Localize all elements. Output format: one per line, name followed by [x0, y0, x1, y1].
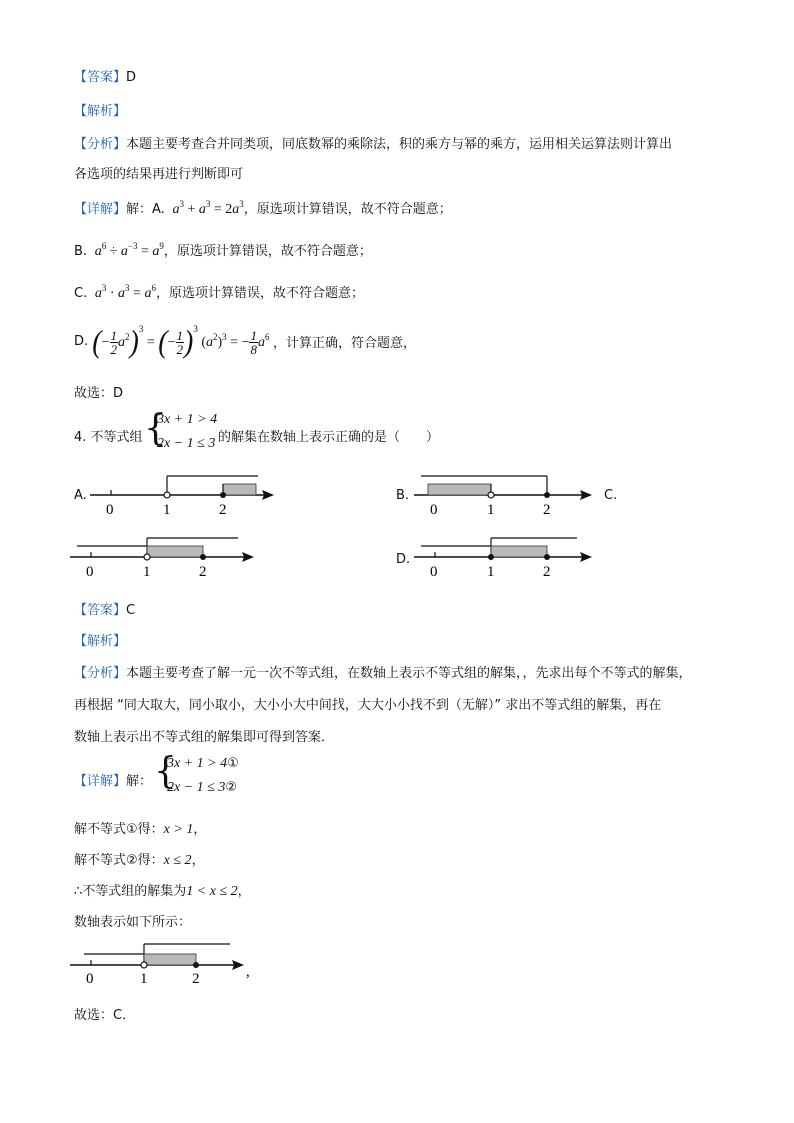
solve1-line	[74, 818, 206, 838]
comment-b: ，原选项计算错误，故不符合题意；	[163, 244, 372, 259]
option-d-numberline	[414, 530, 604, 582]
tick-label-1: 1	[140, 971, 148, 987]
detail-ineq1	[167, 756, 239, 772]
q3-choose: 故选：D	[74, 386, 124, 401]
answer-value: C	[126, 603, 136, 618]
detail-brace: {	[154, 751, 177, 792]
tick-label-2: 2	[192, 971, 200, 987]
comment-c: ，原选项计算错误，故不符合题意；	[155, 286, 364, 301]
q3-detail-c	[74, 282, 364, 302]
formula-b: $a^6 \div a^{-3} = a^9$	[91, 241, 164, 259]
detail-ineq2-expr: 2x − 1 ≤ 3	[167, 780, 226, 795]
q4-answer-line	[74, 599, 135, 618]
q3-fenxi-line1	[74, 133, 672, 152]
answer-tag: 【答案】	[74, 70, 127, 85]
q3-detail-b	[74, 240, 372, 260]
detail-tag: 【详解】	[74, 774, 127, 789]
option-c-label: C.	[604, 488, 618, 503]
q4-brace: {	[144, 408, 167, 449]
q3-answer-line	[74, 66, 136, 85]
tick-label-1: 1	[487, 564, 495, 580]
tick-label-0: 0	[86, 564, 94, 580]
fenxi-text: 本题主要考查合并同类项，同底数幂的乘除法，积的乘方与幂的乘方，运用相关运算法则计算出	[126, 137, 673, 152]
tick-label-0: 0	[106, 502, 114, 518]
q3-fenxi-line2: 各选项的结果再进行判断即可	[74, 167, 244, 182]
solution-set-line	[74, 880, 251, 900]
detail-intro: 解：	[126, 774, 153, 789]
q4-detail-line	[74, 770, 152, 789]
tick-label-2: 2	[219, 502, 227, 518]
q4-choose: 故选：C．	[74, 1008, 136, 1023]
label-d: D.	[74, 333, 89, 349]
tick-label-2: 2	[543, 502, 551, 518]
answer-tag: 【答案】	[74, 603, 127, 618]
detail-tag: 【详解】	[74, 202, 127, 217]
answer-numberline	[70, 938, 270, 988]
fenxi-tag: 【分析】	[74, 666, 127, 681]
solve1-suffix: ，	[193, 822, 207, 837]
q4-fenxi-line3: 数轴上表示出不等式组的解集即可得到答案．	[74, 730, 335, 745]
formula-a: $a^3 + a^3 = 2a^3$	[168, 199, 244, 217]
detail-ineq2	[167, 780, 237, 796]
tick-label-2: 2	[199, 564, 207, 580]
option-d-label: D.	[396, 552, 411, 567]
q4-fenxi-line2: 再根据 “同大取大，同小取小，大小小大中间找，大大小小找不到（无解）” 求出不等式组的解集，再在	[74, 698, 662, 713]
mark-2: ②	[225, 780, 238, 795]
q4-ineq2: 2x − 1 ≤ 3	[157, 436, 216, 451]
option-c-numberline	[70, 530, 260, 582]
label-b: B.	[74, 244, 88, 259]
q4-stem-number: 4. 不等式组	[74, 430, 143, 445]
answer-value: D	[126, 70, 137, 85]
option-a-numberline	[90, 468, 280, 520]
solve1-prefix: 解不等式①得：	[74, 822, 164, 837]
tick-label-1: 1	[487, 502, 495, 518]
option-a-label: A.	[74, 488, 87, 503]
mark-1: ①	[227, 756, 239, 771]
tick-label-2: 2	[543, 564, 551, 580]
fenxi-tag: 【分析】	[74, 137, 127, 152]
solve1-expr: x > 1	[163, 822, 194, 837]
comment-a: ，原选项计算错误，故不符合题意；	[243, 202, 452, 217]
fenxi-text: 本题主要考查了解一元一次不等式组，在数轴上表示不等式组的解集，，先求出每个不等式的解集，	[126, 666, 692, 681]
analysis-tag: 【解析】	[74, 634, 127, 649]
label-c: C.	[74, 286, 88, 301]
tick-label-1: 1	[143, 564, 151, 580]
formula-d: (− $\frac{1}{2}$ $a^2)^3$ = (− $\frac{1}{2}$ )$^3$ $(a^2)^3$ = − $\frac{1}{8}$ $a^6$	[92, 324, 270, 361]
q3-detail-d	[74, 324, 416, 359]
solve2-expr: x ≤ 2	[163, 853, 192, 868]
solve2-suffix: ，	[191, 853, 205, 868]
set-suffix: ，	[237, 884, 251, 899]
option-b-label: B.	[396, 488, 410, 503]
formula-c: $a^3 \cdot a^3 = a^6$	[91, 283, 156, 301]
option-b-numberline	[414, 468, 604, 520]
detail-intro: 解：A.	[126, 202, 165, 217]
tick-label-0: 0	[430, 564, 438, 580]
analysis-tag: 【解析】	[74, 104, 127, 119]
tick-label-0: 0	[86, 971, 94, 987]
q4-fenxi-line1	[74, 662, 692, 681]
axis-comma: ,	[246, 964, 250, 980]
set-prefix: ∴不等式组的解集为	[74, 884, 187, 899]
comment-d: ，计算正确，符合题意，	[272, 335, 416, 351]
q3-detail-a	[74, 198, 452, 218]
q4-stem-tail: 的解集在数轴上表示正确的是（ ）	[218, 430, 440, 445]
solve2-prefix: 解不等式②得：	[74, 853, 164, 868]
detail-ineq1-expr: 3x + 1 > 4	[167, 756, 228, 771]
solve2-line	[74, 849, 205, 869]
tick-label-1: 1	[163, 502, 171, 518]
axis-intro: 数轴表示如下所示：	[74, 915, 192, 930]
tick-label-0: 0	[430, 502, 438, 518]
q4-ineq1: 3x + 1 > 4	[157, 412, 218, 427]
set-expr: 1 < x ≤ 2	[186, 884, 238, 899]
